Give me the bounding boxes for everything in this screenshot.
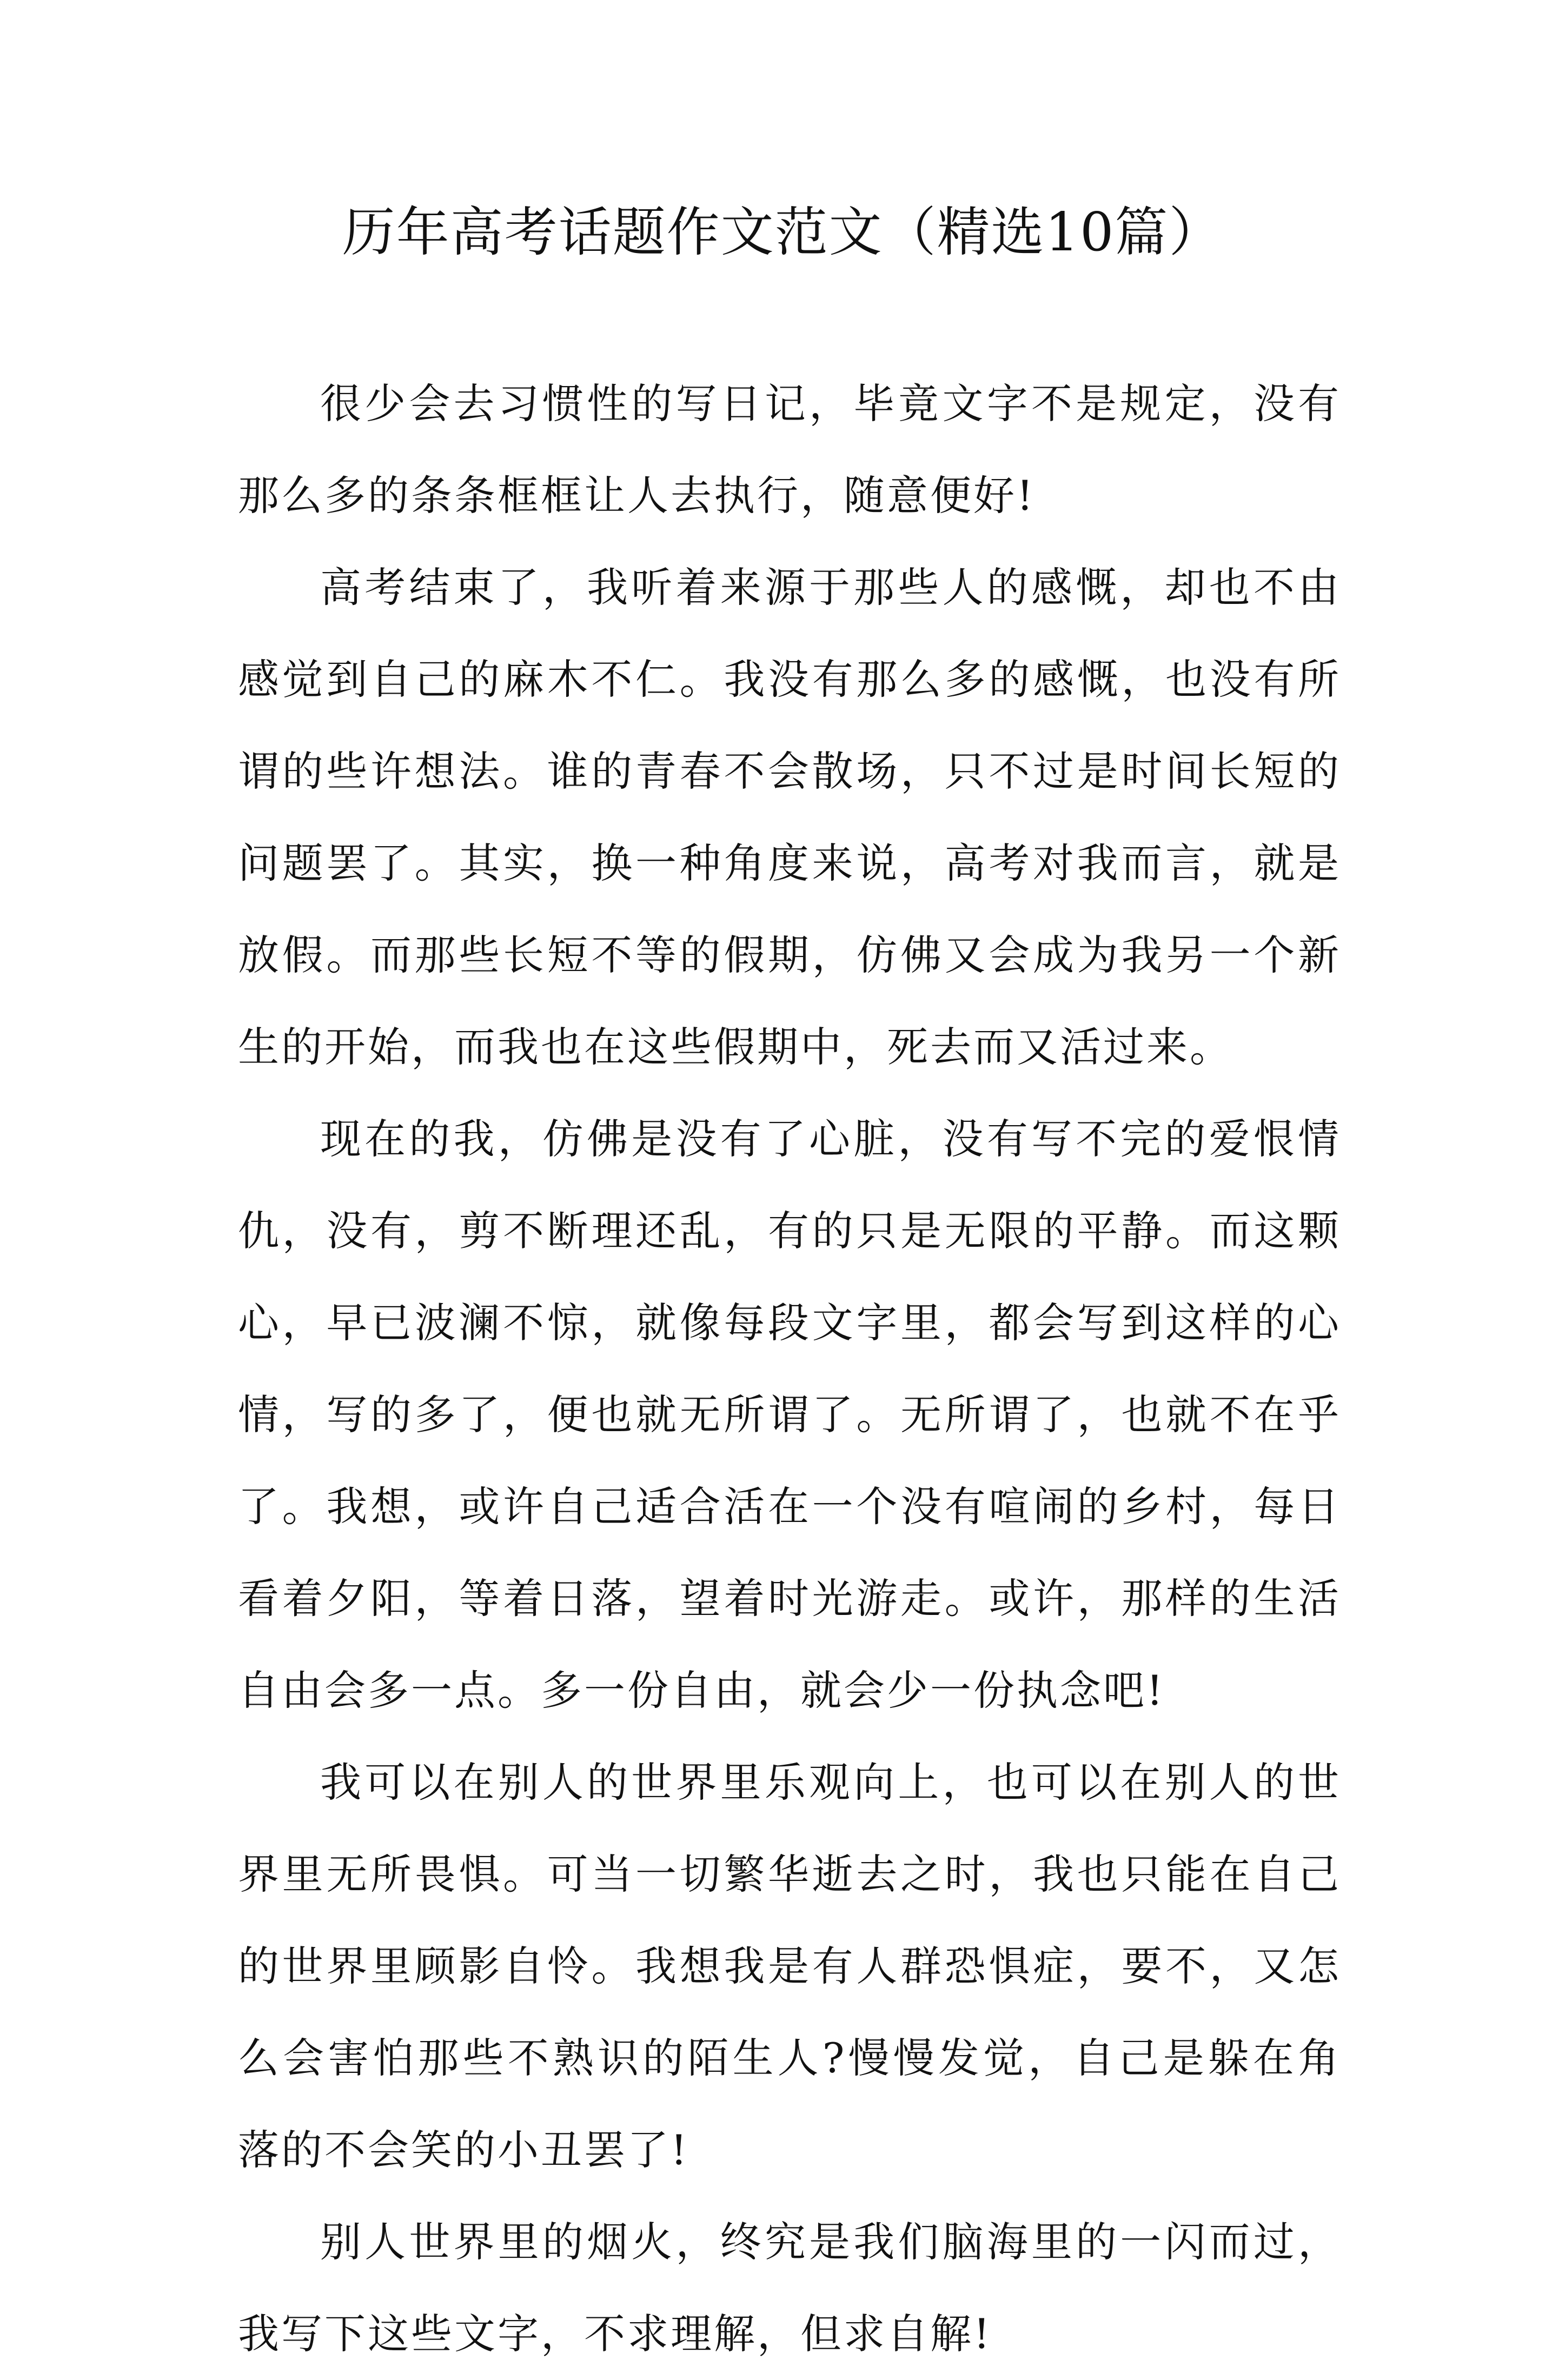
- paragraph: 很少会去习惯性的写日记，毕竟文字不是规定，没有那么多的条条框框让人去执行，随意便好!: [238, 380, 1341, 520]
- document-title: 历年高考话题作文范文（精选10篇）: [342, 202, 1223, 263]
- paragraph: 现在的我，仿佛是没有了心脏，没有写不完的爱恨情仇，没有，剪不断理还乱，有的只是无限的平静。而这颗心，早已波澜不惊，就像每段文字里，都会写到这样的心情，写的多了，便也就无所谓了。无所谓了，也就不在乎了。我想，或许自己适合活在一个没有喧闹的乡村，每日看着夕阳，等着日落，望着时光游走。或许，那样的生活自由会多一点。多一份自由，就会少一份执念吧!: [238, 1115, 1341, 1714]
- paragraph: 高考结束了，我听着来源于那些人的感慨，却也不由感觉到自己的麻木不仁。我没有那么多的感慨，也没有所谓的些许想法。谁的青春不会散场，只不过是时间长短的问题罢了。其实，换一种角度来说，高考对我而言，就是放假。而那些长短不等的假期，仿佛又会成为我另一个新生的开始，而我也在这些假期中，死去而又活过来。: [238, 563, 1341, 1071]
- document-body: [238, 358, 1341, 2380]
- paragraph: 别人世界里的烟火，终究是我们脑海里的一闪而过，我写下这些文字，不求理解，但求自解!: [238, 2218, 1341, 2358]
- paragraph: 我可以在别人的世界里乐观向上，也可以在别人的世界里无所畏惧。可当一切繁华逝去之时，我也只能在自己的世界里顾影自怜。我想我是有人群恐惧症，要不，又怎么会害怕那些不熟识的陌生人?慢慢发觉，自己是躲在角落的不会笑的小丑罢了!: [238, 1758, 1341, 2174]
